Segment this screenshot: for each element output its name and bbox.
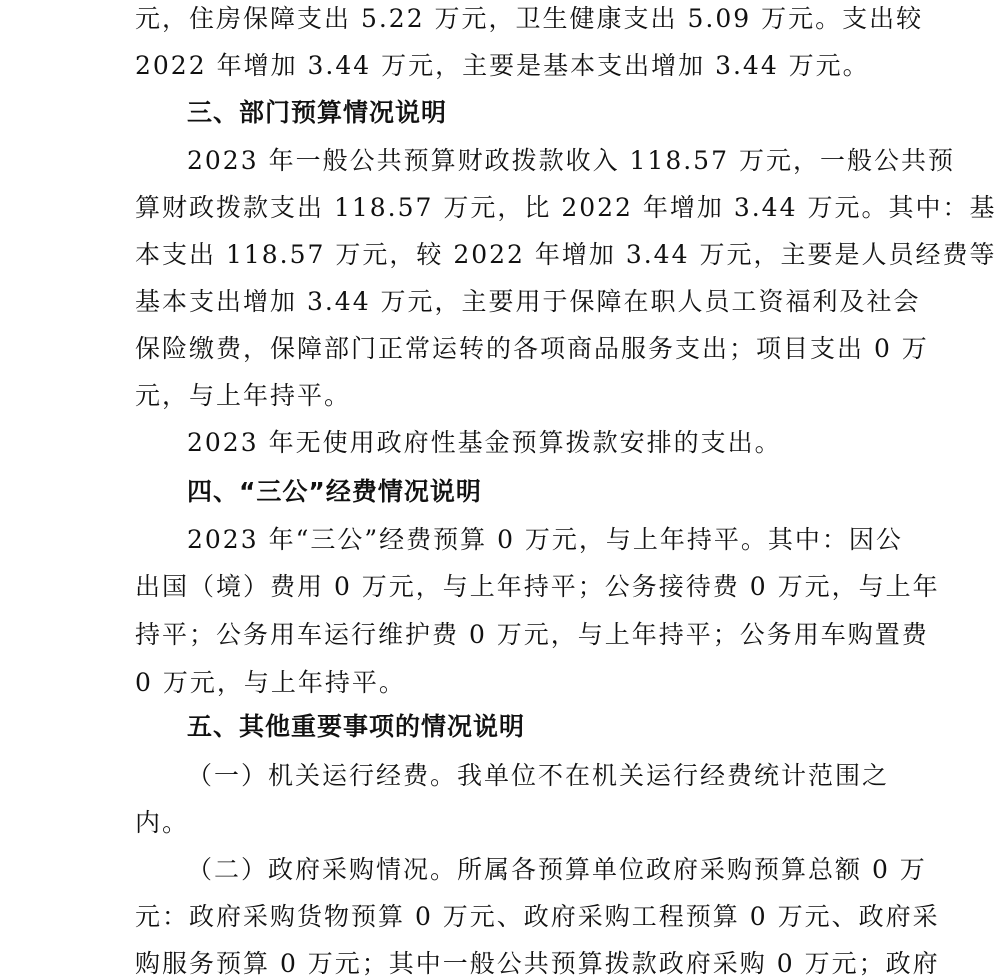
paragraph-line: 购服务预算 0 万元；其中一般公共预算拨款政府采购 0 万元；政府 [135, 949, 940, 978]
paragraph-line: 元，与上年持平。 [135, 381, 352, 410]
paragraph-line: （一）机关运行经费。我单位不在机关运行经费统计范围之 [187, 761, 890, 790]
paragraph-line: 0 万元，与上年持平。 [135, 668, 406, 697]
paragraph-line: 保险缴费，保障部门正常运转的各项商品服务支出；项目支出 0 万 [135, 334, 929, 363]
paragraph-line: （二）政府采购情况。所属各预算单位政府采购预算总额 0 万 [187, 855, 927, 884]
paragraph-line: 内。 [135, 808, 190, 837]
paragraph-line: 算财政拨款支出 118.57 万元，比 2022 年增加 3.44 万元。其中：基 [135, 193, 997, 222]
section-heading-5: 五、其他重要事项的情况说明 [187, 712, 526, 741]
paragraph-line: 出国（境）费用 0 万元，与上年持平；公务接待费 0 万元，与上年 [135, 572, 940, 601]
paragraph-line: 元：政府采购货物预算 0 万元、政府采购工程预算 0 万元、政府采 [135, 902, 940, 931]
paragraph-line: 持平；公务用车运行维护费 0 万元，与上年持平；公务用车购置费 [135, 620, 929, 649]
paragraph-line: 基本支出增加 3.44 万元，主要用于保障在职人员工资福利及社会 [135, 287, 921, 316]
paragraph-line: 2023 年“三公”经费预算 0 万元，与上年持平。其中：因公 [187, 525, 903, 554]
section-heading-4: 四、“三公”经费情况说明 [187, 477, 482, 506]
paragraph-line: 2023 年一般公共预算财政拨款收入 118.57 万元，一般公共预 [187, 146, 955, 175]
paragraph-line: 元，住房保障支出 5.22 万元，卫生健康支出 5.09 万元。支出较 [135, 4, 924, 33]
paragraph-line: 本支出 118.57 万元，较 2022 年增加 3.44 万元，主要是人员经费等 [135, 240, 997, 269]
section-heading-3: 三、部门预算情况说明 [187, 98, 448, 127]
paragraph-line: 2023 年无使用政府性基金预算拨款安排的支出。 [187, 428, 782, 457]
paragraph-line: 2022 年增加 3.44 万元，主要是基本支出增加 3.44 万元。 [135, 51, 870, 80]
